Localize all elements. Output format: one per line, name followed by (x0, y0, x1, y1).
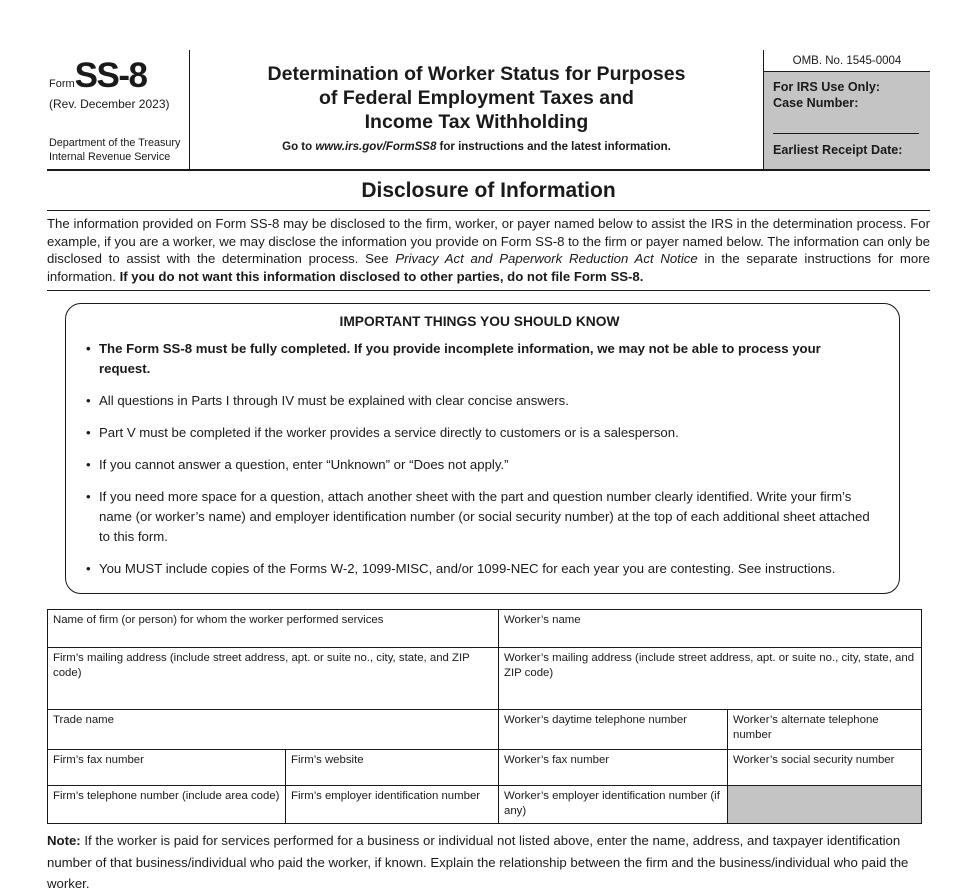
worker-name-label: Worker’s name (504, 614, 581, 627)
table-row (48, 610, 922, 648)
bullet-text: Part V must be completed if the worker provides a service directly to customers or is a salesperson. (99, 425, 679, 441)
trade-name-field[interactable] (48, 710, 499, 750)
firm-ein-label: Firm’s employer identification number (291, 790, 481, 803)
form-title-line-1: Determination of Worker Status for Purposes (267, 63, 686, 85)
worker-daytime-phone-label: Worker’s daytime telephone number (504, 714, 687, 727)
firm-name-label: Name of firm (or person) for whom the worker performed services (53, 614, 384, 627)
bullet-icon: • (86, 457, 91, 473)
bullet-icon: • (86, 425, 91, 441)
subtitle-prefix: Go to (282, 141, 316, 154)
note-label: Note: (47, 833, 81, 849)
disclosure-text-1: The information provided on Form SS-8 may be disclosed to the firm, worker, or payer named below to assist the IRS in the determination process. For example, if you are a worker, we may disclose the information you provide on Form SS-8 to the firm or payer named below. The information can only be disclosed to assist with the determination process. See (47, 216, 931, 267)
worker-address-field[interactable] (499, 648, 922, 710)
form-word: Form (49, 78, 75, 90)
form-title-block (190, 50, 763, 169)
table-row (48, 750, 922, 786)
bullet-item-1 (86, 339, 873, 379)
firm-fax-label: Firm’s fax number (53, 754, 144, 767)
worker-ssn-label: Worker’s social security number (733, 754, 895, 767)
disclosure-bold-text: If you do not want this information disclosed to other parties, do not file Form SS-8. (119, 268, 644, 284)
disclosure-heading: Disclosure of Information (361, 179, 616, 202)
firm-name-field[interactable] (48, 610, 499, 648)
bullet-icon: • (86, 489, 91, 505)
shaded-cell (728, 786, 922, 824)
table-row (48, 786, 922, 824)
omb-number: OMB. No. 1545-0004 (792, 55, 902, 67)
form-header (47, 50, 930, 171)
table-row (48, 648, 922, 710)
firm-website-label: Firm’s website (291, 754, 364, 767)
worker-ein-label: Worker’s employer identification number (if any) (504, 790, 720, 818)
note-text: If the worker is paid for services performed for a business or individual not listed above, enter the name, address, and taxpayer identification number of that business/individual who paid the worker, if known. Explain the relationship between the firm and the business/individual who paid the worker. (47, 833, 909, 891)
bullet-text: You MUST include copies of the Forms W-2, 1099-MISC, and/or 1099-NEC for each year you are contesting. See instructions. (99, 561, 836, 577)
bullet-icon: • (86, 341, 91, 357)
bullet-icon: • (86, 393, 91, 409)
disclosure-italic-text: Privacy Act and Paperwork Reduction Act Notice (395, 251, 698, 267)
form-url: www.irs.gov/FormSS8 (315, 141, 437, 154)
worker-daytime-phone-field[interactable] (499, 710, 728, 750)
worker-alt-phone-label: Worker’s alternate telephone number (733, 714, 879, 742)
firm-fax-field[interactable] (48, 750, 286, 786)
note-paragraph (47, 830, 930, 893)
firm-website-field[interactable] (286, 750, 499, 786)
table-row (48, 710, 922, 750)
bullet-icon: • (86, 561, 91, 577)
important-box-heading: IMPORTANT THINGS YOU SHOULD KNOW (339, 314, 620, 330)
earliest-receipt-label: Earliest Receipt Date: (773, 143, 903, 158)
important-things-box (65, 303, 900, 594)
worker-fax-field[interactable] (499, 750, 728, 786)
divider-line (47, 290, 930, 291)
form-identity-block (47, 50, 190, 169)
firm-phone-label: Firm’s telephone number (include area code) (53, 790, 280, 803)
agency-line-2: Internal Revenue Service (49, 150, 171, 163)
subtitle-suffix: for instructions and the latest information. (436, 141, 671, 154)
firm-address-field[interactable] (48, 648, 499, 710)
worker-ein-field[interactable] (499, 786, 728, 824)
bullet-text: If you cannot answer a question, enter “Unknown” or “Does not apply.” (99, 457, 509, 473)
worker-name-field[interactable] (499, 610, 922, 648)
worker-alt-phone-field[interactable] (728, 710, 922, 750)
worker-fax-label: Worker’s fax number (504, 754, 610, 767)
disclosure-paragraph (47, 215, 930, 285)
party-information-table (47, 609, 922, 824)
case-number-writein-line[interactable] (773, 111, 919, 134)
firm-address-label: Firm’s mailing address (include street address, apt. or suite no., city, state, and ZIP code) (53, 652, 470, 680)
form-revision: (Rev. December 2023) (49, 97, 170, 111)
agency-line-1: Department of the Treasury (49, 137, 181, 150)
bullet-item-3 (86, 423, 873, 443)
form-number: SS-8 (74, 56, 147, 95)
case-number-label: Case Number: (773, 96, 859, 111)
worker-ssn-field[interactable] (728, 750, 922, 786)
agency-block (49, 137, 181, 164)
bullet-item-4 (86, 455, 873, 475)
firm-ein-field[interactable] (286, 786, 499, 824)
form-title-line-3: Income Tax Withholding (364, 110, 589, 133)
bullet-text: If you need more space for a question, attach another sheet with the part and question number clearly identified. Write your firm’s name (or worker’s name) and employer identification number (or social security number) at the top of each additional sheet attached to this form. (99, 489, 870, 545)
disclosure-text-2: in the separate instructions for more information. (47, 251, 930, 284)
bullet-item-6 (86, 559, 873, 579)
form-subtitle (196, 141, 757, 153)
bullet-text: The Form SS-8 must be fully completed. If you provide incomplete information, we may not be able to process your request. (99, 341, 821, 377)
irs-use-only-label: For IRS Use Only: (773, 80, 881, 94)
bullet-item-2 (86, 391, 873, 411)
worker-address-label: Worker’s mailing address (include street address, apt. or suite no., city, state, and ZIP code) (504, 652, 915, 680)
bullet-text: All questions in Parts I through IV must be explained with clear concise answers. (99, 393, 569, 409)
irs-use-block (763, 50, 930, 169)
bullet-item-5 (86, 487, 873, 547)
irs-use-only-box (764, 71, 930, 169)
trade-name-label: Trade name (53, 714, 114, 727)
form-id (49, 58, 181, 93)
divider-line (47, 210, 930, 211)
form-title-line-2: of Federal Employment Taxes and (319, 86, 634, 109)
firm-phone-field[interactable] (48, 786, 286, 824)
